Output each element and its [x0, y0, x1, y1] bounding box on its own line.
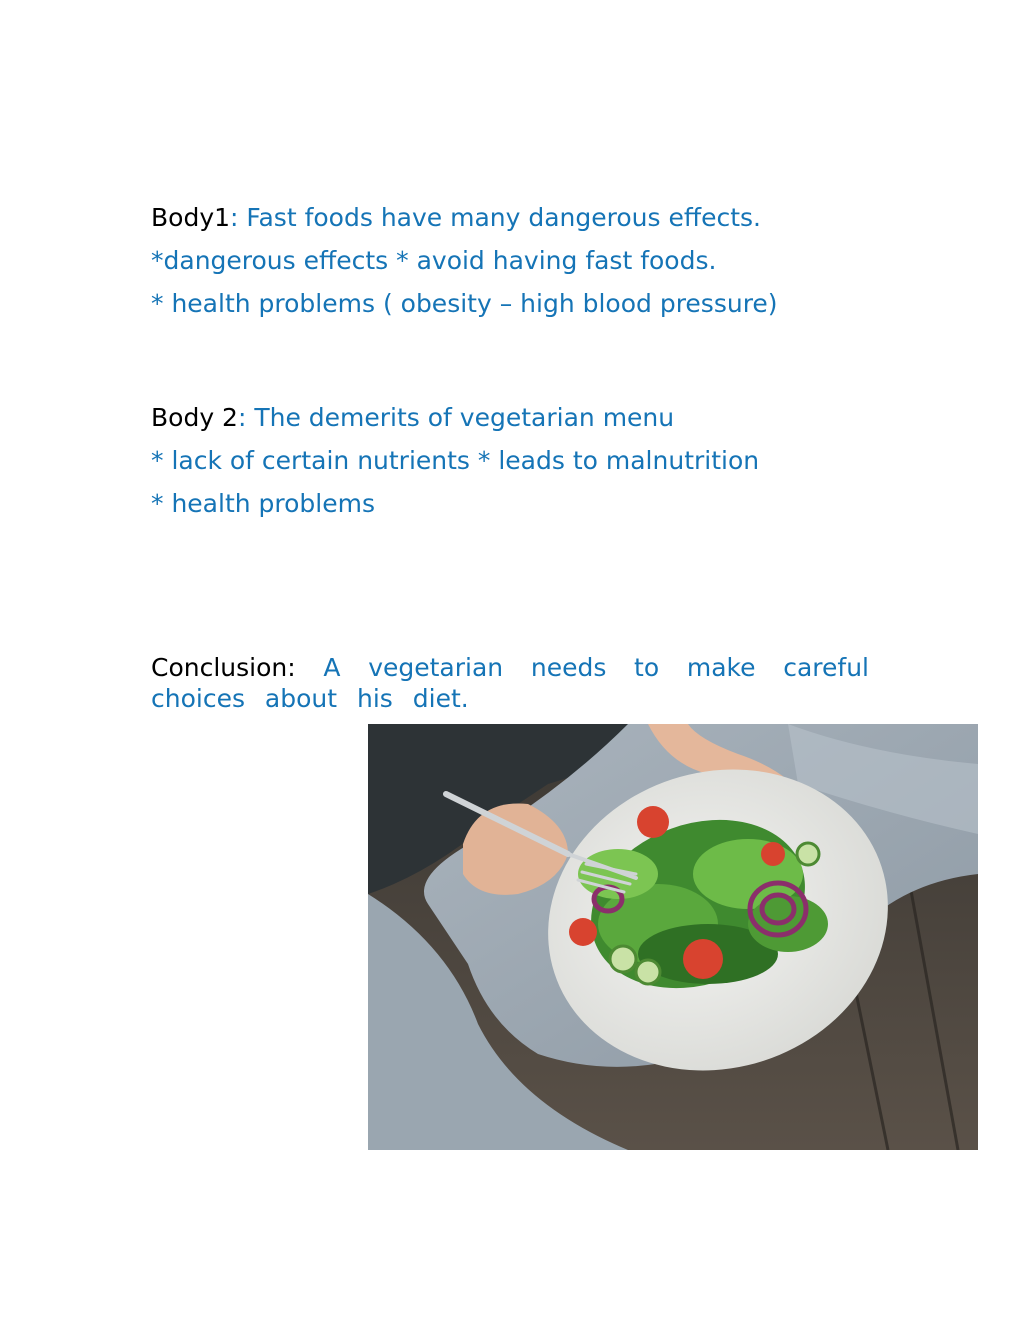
body1-section	[151, 196, 871, 325]
body2-label: Body 2	[151, 403, 238, 432]
body1-point-1: *dangerous effects * avoid having fast foods.	[151, 246, 717, 275]
body1-text: : Fast foods have many dangerous effects.	[230, 203, 761, 232]
body1-point-2: * health problems ( obesity – high blood pressure)	[151, 289, 778, 318]
body1-heading-line	[151, 196, 871, 239]
salad-illustration	[368, 724, 978, 1150]
conclusion-text: A vegetarian needs to make careful choices about his diet.	[151, 653, 869, 713]
body2-point-2: * health problems	[151, 489, 375, 518]
body2-text: : The demerits of vegetarian menu	[237, 403, 675, 432]
conclusion-label: Conclusion:	[151, 653, 296, 682]
body2-point-1: * lack of certain nutrients * leads to malnutrition	[151, 446, 760, 475]
conclusion-section	[151, 652, 869, 714]
body2-section	[151, 396, 871, 525]
salad-photo	[368, 724, 978, 1150]
body1-label: Body1	[151, 203, 231, 232]
body2-heading-line	[151, 396, 871, 439]
